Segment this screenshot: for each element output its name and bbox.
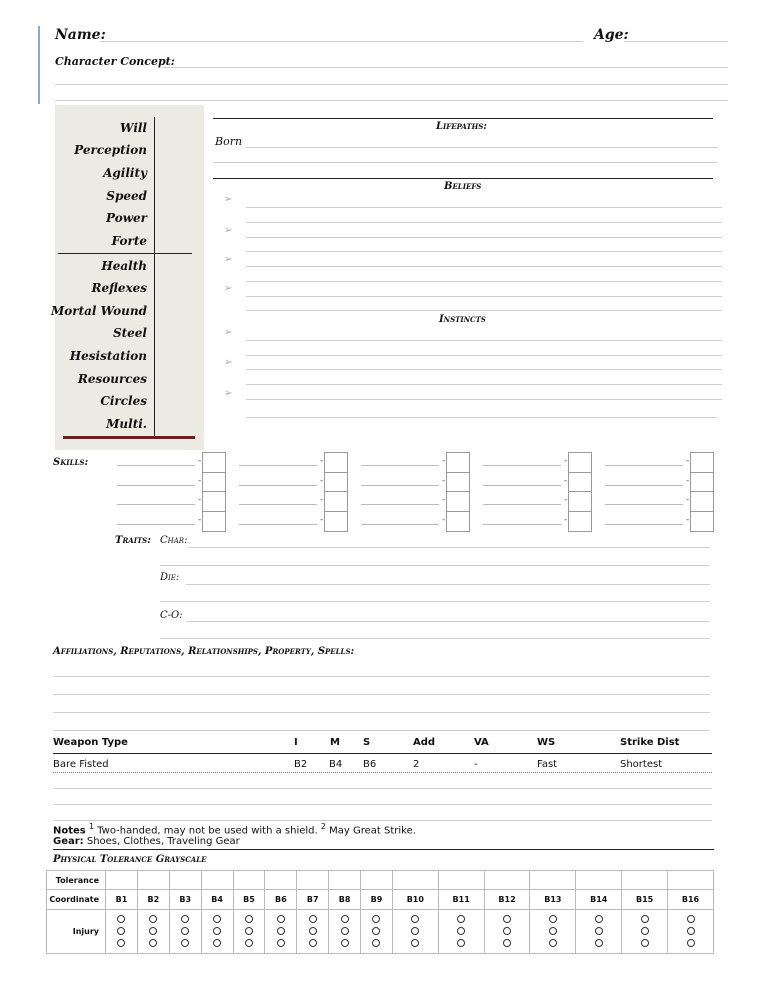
traits-co-label: C-O: [160, 610, 183, 621]
skill-separator: - [564, 456, 568, 466]
skill-separator: - [320, 495, 324, 505]
coordinate-cell: B13 [530, 890, 576, 910]
stats-bottom-bar [63, 436, 195, 439]
skill-separator: - [198, 495, 202, 505]
injury-checkbox[interactable] [149, 939, 157, 947]
stat-label-circles: Circles [100, 394, 147, 408]
injury-checkbox[interactable] [503, 915, 511, 923]
injury-cell [576, 910, 622, 954]
injury-checkbox[interactable] [549, 927, 557, 935]
weapon-header-va: VA [474, 737, 489, 748]
tolerance-cell[interactable] [201, 871, 233, 890]
coordinate-cell: B4 [201, 890, 233, 910]
skill-separator: - [320, 476, 324, 486]
skill-separator: - [442, 515, 446, 525]
injury-cell [169, 910, 201, 954]
injury-checkbox[interactable] [372, 939, 380, 947]
skill-name-field[interactable] [483, 465, 561, 466]
belief-line[interactable] [246, 310, 722, 311]
coordinate-cell: B10 [392, 890, 438, 910]
concept-label: Character Concept: [55, 55, 175, 68]
coordinate-cell: B15 [622, 890, 668, 910]
skill-name-field[interactable] [483, 485, 561, 486]
skill-separator: - [564, 476, 568, 486]
traits-label: Traits: [115, 535, 151, 546]
coordinate-cell: B9 [361, 890, 393, 910]
weapon-row-rule-3 [53, 804, 712, 805]
injury-cell [530, 910, 576, 954]
belief-1-bullet-icon: ➢ [224, 194, 233, 205]
weapon-row-i[interactable]: B2 [294, 759, 308, 770]
lifepath-line-2[interactable] [213, 162, 718, 163]
skill-name-field[interactable] [361, 465, 439, 466]
weapon-row-m[interactable]: B4 [329, 759, 343, 770]
injury-checkbox[interactable] [549, 939, 557, 947]
skill-exponent-box[interactable] [446, 472, 470, 493]
born-label: Born [215, 135, 243, 148]
coordinate-cell: B2 [137, 890, 169, 910]
injury-checkbox[interactable] [457, 927, 465, 935]
skill-name-field[interactable] [239, 504, 317, 505]
skill-separator: - [564, 495, 568, 505]
tolerance-cell[interactable] [622, 871, 668, 890]
skill-exponent-box[interactable] [690, 511, 714, 532]
skill-name-field[interactable] [483, 504, 561, 505]
stat-label-hesistation: Hesistation [69, 349, 147, 363]
coordinate-cell: B11 [438, 890, 484, 910]
skill-separator: - [686, 476, 690, 486]
affiliations-line-4[interactable] [53, 730, 710, 731]
tolerance-cell[interactable] [576, 871, 622, 890]
injury-checkbox[interactable] [687, 915, 695, 923]
char-line-2[interactable] [160, 565, 710, 566]
skill-separator: - [198, 476, 202, 486]
die-line-2[interactable] [160, 601, 710, 602]
notes-line [53, 822, 416, 836]
injury-checkbox[interactable] [595, 915, 603, 923]
age-label: Age: [594, 27, 629, 43]
injury-checkbox[interactable] [503, 939, 511, 947]
weapon-header-i: I [294, 737, 298, 748]
injury-checkbox[interactable] [641, 939, 649, 947]
tolerance-row-label: Tolerance [47, 871, 106, 890]
coordinate-cell: B3 [169, 890, 201, 910]
stat-label-perception: Perception [74, 143, 147, 157]
weapon-row-va[interactable]: - [474, 759, 478, 770]
name-line[interactable] [100, 41, 583, 42]
instinct-2-bullet-icon: ➢ [224, 357, 233, 368]
coordinate-row-label: Coordinate [47, 890, 106, 910]
stat-label-will: Will [120, 121, 147, 135]
weapon-header-add: Add [413, 737, 436, 748]
skill-separator: - [442, 476, 446, 486]
skill-separator: - [442, 456, 446, 466]
injury-checkbox[interactable] [411, 939, 419, 947]
coordinate-cell: B14 [576, 890, 622, 910]
injury-checkbox[interactable] [213, 927, 221, 935]
injury-checkbox[interactable] [687, 939, 695, 947]
injury-cell [622, 910, 668, 954]
injury-checkbox[interactable] [149, 915, 157, 923]
injury-cell [361, 910, 393, 954]
die-line-1[interactable] [186, 584, 710, 585]
skill-separator: - [686, 495, 690, 505]
injury-checkbox[interactable] [277, 915, 285, 923]
injury-checkbox[interactable] [149, 927, 157, 935]
injury-checkbox[interactable] [213, 939, 221, 947]
note-1-marker: 1 [88, 822, 95, 831]
tolerance-cell[interactable] [137, 871, 169, 890]
affiliations-line-3[interactable] [53, 712, 710, 713]
injury-cell [392, 910, 438, 954]
concept-line-3[interactable] [55, 100, 728, 101]
stat-label-forte: Forte [111, 234, 147, 248]
injury-cell [265, 910, 297, 954]
injury-checkbox[interactable] [309, 927, 317, 935]
tolerance-cell[interactable] [361, 871, 393, 890]
stat-label-multi: Multi. [106, 417, 147, 431]
affiliations-line-1[interactable] [53, 676, 710, 677]
co-line-1[interactable] [186, 621, 710, 622]
injury-checkbox[interactable] [372, 927, 380, 935]
co-line-2[interactable] [160, 638, 710, 639]
coordinate-cell: B8 [329, 890, 361, 910]
stat-label-steel: Steel [112, 326, 147, 340]
skill-separator: - [442, 495, 446, 505]
skill-exponent-box[interactable] [202, 511, 226, 532]
belief-line[interactable] [246, 281, 722, 282]
injury-checkbox[interactable] [245, 939, 253, 947]
skill-name-field[interactable] [117, 524, 195, 525]
coordinate-cell: B6 [265, 890, 297, 910]
tolerance-table [46, 870, 714, 954]
injury-checkbox[interactable] [457, 939, 465, 947]
note-2-marker: 2 [320, 822, 326, 831]
stat-label-health: Health [101, 259, 147, 273]
instinct-3-bullet-icon: ➢ [224, 388, 233, 399]
affiliations-label: Affiliations, Reputations, Relationships, Property, Spells: [53, 646, 355, 657]
skill-exponent-box[interactable] [568, 452, 592, 473]
weapon-header-strike: Strike Dist [620, 737, 680, 748]
stat-label-power: Power [106, 211, 147, 225]
skill-name-field[interactable] [605, 485, 683, 486]
injury-checkbox[interactable] [411, 927, 419, 935]
gear-rule [53, 849, 714, 850]
injury-cell [668, 910, 714, 954]
skill-name-field[interactable] [239, 524, 317, 525]
notes-label: Notes [53, 825, 86, 837]
injury-checkbox[interactable] [181, 915, 189, 923]
instinct-line[interactable] [246, 399, 722, 400]
injury-checkbox[interactable] [341, 927, 349, 935]
coordinate-cell: B5 [233, 890, 265, 910]
skill-separator: - [198, 515, 202, 525]
age-line[interactable] [624, 41, 728, 42]
injury-checkbox[interactable] [341, 939, 349, 947]
instinct-line[interactable] [246, 340, 722, 341]
weapon-row-strike[interactable]: Shortest [620, 759, 663, 770]
weapon-row-rule-4 [53, 820, 712, 821]
skill-name-field[interactable] [239, 485, 317, 486]
tolerance-cell[interactable] [106, 871, 138, 890]
injury-cell [329, 910, 361, 954]
belief-3-bullet-icon: ➢ [224, 254, 233, 265]
note-2-text: May Great Strike. [325, 825, 416, 837]
instinct-line[interactable] [246, 369, 722, 370]
injury-checkbox[interactable] [641, 927, 649, 935]
skill-exponent-box[interactable] [568, 491, 592, 512]
skill-exponent-box[interactable] [202, 452, 226, 473]
instinct-line[interactable] [246, 355, 722, 356]
injury-checkbox[interactable] [687, 927, 695, 935]
injury-checkbox[interactable] [309, 915, 317, 923]
injury-checkbox[interactable] [341, 915, 349, 923]
injury-cell [106, 910, 138, 954]
coordinate-cell: B7 [297, 890, 329, 910]
name-label: Name: [55, 27, 106, 43]
skill-exponent-box[interactable] [446, 452, 470, 473]
injury-checkbox[interactable] [117, 927, 125, 935]
instincts-title: Instincts [439, 314, 486, 325]
injury-checkbox[interactable] [309, 939, 317, 947]
weapon-header-m: M [330, 737, 340, 748]
concept-line-2[interactable] [55, 84, 728, 85]
skill-name-field[interactable] [361, 504, 439, 505]
injury-checkbox[interactable] [549, 915, 557, 923]
skill-exponent-box[interactable] [568, 511, 592, 532]
tolerance-cell[interactable] [169, 871, 201, 890]
skill-exponent-box[interactable] [568, 472, 592, 493]
belief-line[interactable] [246, 237, 722, 238]
tolerance-cell[interactable] [484, 871, 530, 890]
tolerance-cell[interactable] [265, 871, 297, 890]
stat-label-reflexes: Reflexes [91, 281, 147, 295]
skill-name-field[interactable] [239, 465, 317, 466]
skill-name-field[interactable] [117, 465, 195, 466]
margin-bar [38, 26, 40, 104]
stat-label-speed: Speed [106, 189, 147, 203]
injury-checkbox[interactable] [213, 915, 221, 923]
skill-name-field[interactable] [361, 485, 439, 486]
skill-name-field[interactable] [117, 485, 195, 486]
injury-checkbox[interactable] [277, 927, 285, 935]
tolerance-cell[interactable] [438, 871, 484, 890]
tolerance-cell[interactable] [392, 871, 438, 890]
injury-checkbox[interactable] [595, 939, 603, 947]
gear-line [53, 836, 240, 847]
skill-separator: - [686, 456, 690, 466]
injury-checkbox[interactable] [117, 939, 125, 947]
instinct-line[interactable] [246, 417, 717, 418]
injury-checkbox[interactable] [181, 927, 189, 935]
skill-exponent-box[interactable] [690, 491, 714, 512]
weapon-header-type: Weapon Type [53, 737, 128, 748]
skills-label: Skills: [53, 457, 89, 468]
weapon-header-s: S [363, 737, 371, 748]
injury-row-label: Injury [47, 910, 106, 954]
weapon-header-ws: WS [537, 737, 556, 748]
coordinate-cell: B16 [668, 890, 714, 910]
traits-char-label: Char: [160, 535, 188, 546]
skill-exponent-box[interactable] [324, 511, 348, 532]
belief-2-bullet-icon: ➢ [224, 225, 233, 236]
belief-line[interactable] [246, 222, 722, 223]
stat-label-resources: Resources [77, 372, 147, 386]
injury-checkbox[interactable] [595, 927, 603, 935]
belief-line[interactable] [246, 207, 722, 208]
gear-text: Shoes, Clothes, Traveling Gear [83, 836, 240, 847]
skill-exponent-box[interactable] [690, 472, 714, 493]
instinct-line[interactable] [246, 384, 722, 385]
belief-line[interactable] [246, 266, 722, 267]
injury-checkbox[interactable] [641, 915, 649, 923]
belief-4-bullet-icon: ➢ [224, 283, 233, 294]
belief-line[interactable] [246, 251, 722, 252]
weapon-row-s[interactable]: B6 [363, 759, 377, 770]
lifepaths-top-rule [213, 118, 713, 119]
skill-separator: - [198, 456, 202, 466]
stats-divider-vertical [154, 117, 155, 437]
weapon-row-ws[interactable]: Fast [537, 759, 558, 770]
instinct-1-bullet-icon: ➢ [224, 327, 233, 338]
weapon-row-rule-2 [53, 788, 712, 789]
injury-cell [233, 910, 265, 954]
injury-checkbox[interactable] [245, 927, 253, 935]
injury-checkbox[interactable] [503, 927, 511, 935]
skill-separator: - [320, 456, 324, 466]
injury-cell [484, 910, 530, 954]
tolerance-title: Physical Tolerance Grayscale [53, 854, 207, 865]
traits-die-label: Die: [160, 572, 180, 583]
injury-checkbox[interactable] [277, 939, 285, 947]
belief-line[interactable] [246, 296, 722, 297]
tolerance-cell[interactable] [530, 871, 576, 890]
stat-label-mortal-wound: Mortal Wound [50, 304, 147, 318]
skill-name-field[interactable] [361, 524, 439, 525]
skill-separator: - [564, 515, 568, 525]
lifepath-line-1[interactable] [245, 147, 718, 148]
tolerance-cell[interactable] [233, 871, 265, 890]
injury-checkbox[interactable] [181, 939, 189, 947]
skill-name-field[interactable] [605, 524, 683, 525]
gear-label: Gear: [53, 836, 84, 847]
char-line-1[interactable] [188, 547, 710, 548]
stats-divider-horizontal [58, 253, 192, 254]
tolerance-cell[interactable] [668, 871, 714, 890]
note-1-text: Two-handed, may not be used with a shield. [94, 825, 321, 837]
injury-cell [201, 910, 233, 954]
injury-checkbox[interactable] [117, 915, 125, 923]
skill-exponent-box[interactable] [202, 472, 226, 493]
skill-exponent-box[interactable] [446, 511, 470, 532]
lifepaths-title: Lifepaths: [436, 121, 487, 132]
beliefs-title: Beliefs [444, 181, 482, 192]
injury-checkbox[interactable] [457, 915, 465, 923]
stat-label-agility: Agility [103, 166, 147, 180]
weapon-row-type[interactable]: Bare Fisted [53, 759, 109, 770]
weapon-row-add[interactable]: 2 [413, 759, 420, 770]
affiliations-line-2[interactable] [53, 694, 710, 695]
weapon-row-rule-1 [53, 772, 712, 773]
skill-exponent-box[interactable] [324, 472, 348, 493]
skill-exponent-box[interactable] [324, 452, 348, 473]
skill-name-field[interactable] [605, 465, 683, 466]
skill-exponent-box[interactable] [324, 491, 348, 512]
skill-separator: - [320, 515, 324, 525]
injury-checkbox[interactable] [245, 915, 253, 923]
beliefs-top-rule [213, 178, 713, 179]
injury-cell [137, 910, 169, 954]
tolerance-cell[interactable] [297, 871, 329, 890]
coordinate-cell: B12 [484, 890, 530, 910]
injury-cell [438, 910, 484, 954]
skill-exponent-box[interactable] [446, 491, 470, 512]
weapon-header-rule [53, 753, 712, 754]
skill-exponent-box[interactable] [690, 452, 714, 473]
coordinate-cell: B1 [106, 890, 138, 910]
skill-exponent-box[interactable] [202, 491, 226, 512]
skill-separator: - [686, 515, 690, 525]
skill-name-field[interactable] [483, 524, 561, 525]
skill-name-field[interactable] [117, 504, 195, 505]
skill-name-field[interactable] [605, 504, 683, 505]
injury-cell [297, 910, 329, 954]
injury-checkbox[interactable] [372, 915, 380, 923]
concept-line[interactable] [162, 67, 728, 68]
tolerance-cell[interactable] [329, 871, 361, 890]
injury-checkbox[interactable] [411, 915, 419, 923]
